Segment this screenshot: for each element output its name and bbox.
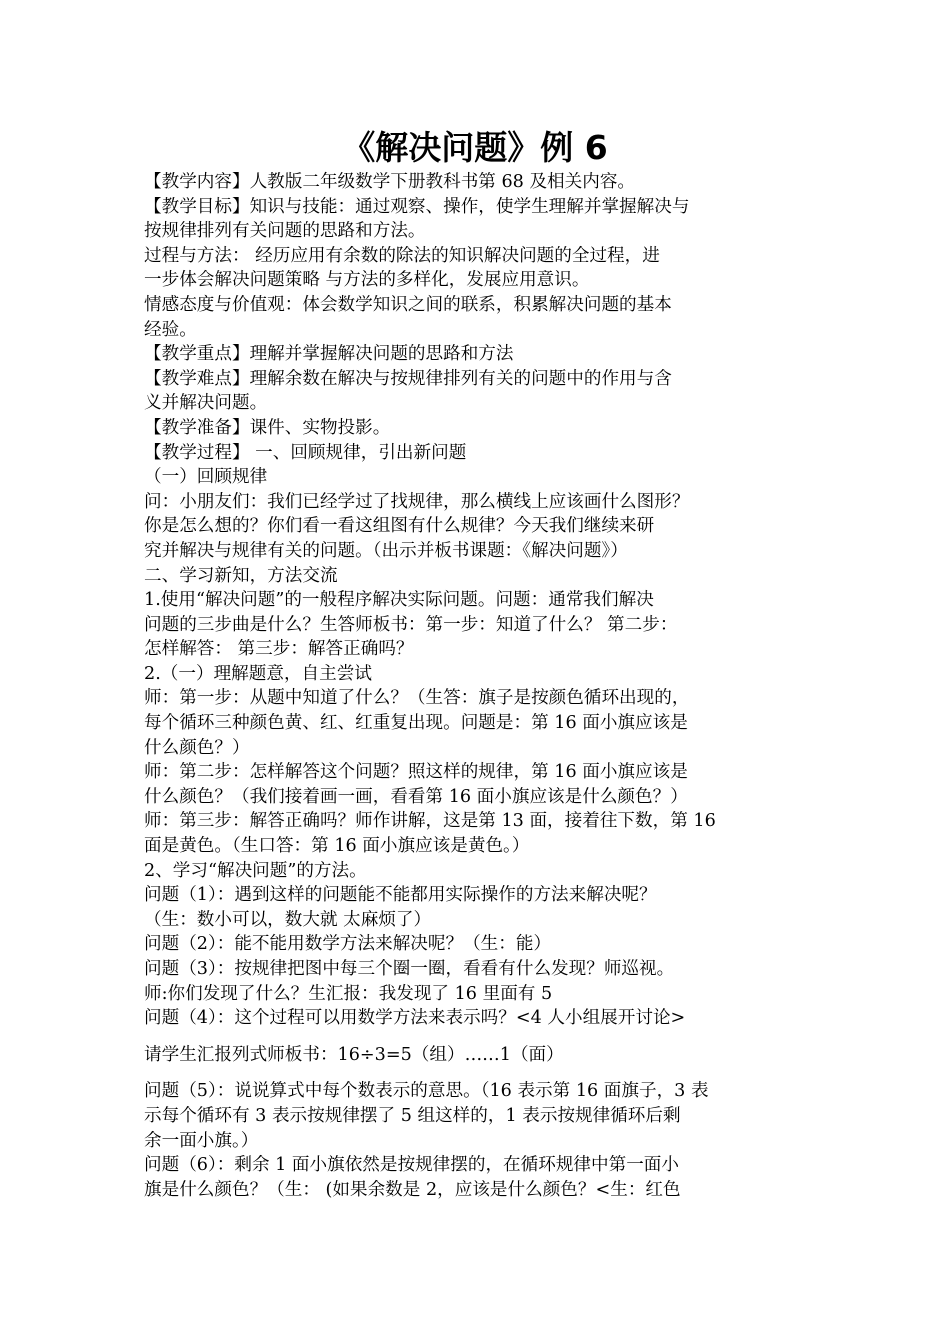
text-line: 经验。: [144, 319, 197, 340]
text-line: 问题的三步曲是什么？生答师板书：第一步：知道了什么？ 第二步：: [144, 614, 678, 635]
text-line: 师：第一步：从题中知道了什么？（生答：旗子是按颜色循环出现的，: [144, 688, 690, 709]
text-line: 问题（4）：这个过程可以用数学方法来表示吗？<4 人小组展开讨论>: [144, 1008, 686, 1029]
text-line: 义并解决问题。: [144, 393, 268, 414]
text-line: 二、学习新知，方法交流: [144, 565, 338, 586]
text-line: 旗是什么颜色？（生： (如果余数是 2，应该是什么颜色？<生：红色: [144, 1179, 681, 1200]
text-line: 问题（3）：按规律把图中每三个圈一圈，看看有什么发现？师巡视。: [144, 959, 675, 979]
text-line: 按规律排列有关问题的思路和方法。: [144, 221, 426, 242]
text-line: 【教学难点】理解余数在解决与按规律排列有关的问题中的作用与含: [144, 368, 672, 389]
document-title: 《解决问题》例 6: [342, 128, 608, 167]
text-line: 余一面小旗。）: [144, 1130, 259, 1151]
text-line: 示每个循环有 3 表示按规律摆了 5 组这样的，1 表示按规律循环后剩: [144, 1105, 681, 1126]
text-line: 师:你们发现了什么？生汇报：我发现了 16 里面有 5: [144, 983, 553, 1004]
text-line: 2、学习“解决问题”的方法。: [144, 860, 367, 881]
text-line: 请学生汇报列式师板书：16÷3=5（组）……1（面）: [144, 1044, 564, 1065]
text-line: 情感态度与价值观：体会数学知识之间的联系，积累解决问题的基本: [144, 294, 672, 315]
text-line: 【教学准备】课件、实物投影。: [144, 417, 391, 438]
text-line: 【教学重点】理解并掌握解决问题的思路和方法: [144, 344, 514, 365]
text-line: 师：第二步：怎样解答这个问题？照这样的规律，第 16 面小旗应该是: [144, 762, 688, 783]
text-line: 一步体会解决问题策略 与方法的多样化，发展应用意识。: [144, 270, 590, 291]
text-line: 怎样解答： 第三步：解答正确吗？: [144, 639, 414, 660]
text-line: 2.（一）理解题意，自主尝试: [144, 663, 372, 684]
text-line: 究并解决与规律有关的问题。（出示并板书课题：《解决问题》）: [144, 540, 628, 561]
paragraph-gap: [144, 1067, 824, 1079]
text-line: 1.使用“解决问题”的一般程序解决实际问题。问题：通常我们解决: [144, 590, 654, 611]
text-line: 过程与方法： 经历应用有余数的除法的知识解决问题的全过程，进: [144, 245, 660, 266]
text-line: 每个循环三种颜色黄、红、红重复出现。问题是：第 16 面小旗应该是: [144, 713, 688, 734]
text-line: 【教学过程】 一、回顾规律，引出新问题: [144, 442, 467, 463]
text-line: 面是黄色。（生口答：第 16 面小旗应该是黄色。）: [144, 836, 530, 857]
text-line: 你是怎么想的？你们看一看这组图有什么规律？今天我们继续来研: [144, 516, 655, 537]
text-line: 什么颜色？（我们接着画一画，看看第 16 面小旗应该是什么颜色？）: [144, 786, 688, 807]
text-line: 【教学目标】知识与技能：通过观察、操作，使学生理解并掌握解决与: [144, 196, 690, 217]
text-line: （一）回顾规律: [144, 467, 268, 488]
text-line: 问：小朋友们：我们已经学过了找规律，那么横线上应该画什么图形？: [144, 491, 690, 512]
paragraph-gap: [144, 1031, 824, 1043]
document-body: [144, 170, 824, 1202]
text-line: 问题（2）：能不能用数学方法来解决呢？（生：能）: [144, 934, 552, 955]
text-line: 问题（1）：遇到这样的问题能不能都用实际操作的方法来解决呢？: [144, 885, 657, 906]
text-line: 问题（6）：剩余 1 面小旗依然是按规律摆的，在循环规律中第一面小: [144, 1155, 679, 1176]
text-line: 什么颜色？）: [144, 737, 250, 758]
text-line: （生：数小可以，数大就 太麻烦了）: [144, 909, 432, 930]
text-line: 师：第三步：解答正确吗？师作讲解，这是第 13 面，接着往下数，第 16: [144, 811, 716, 832]
text-line: 【教学内容】人教版二年级数学下册教科书第 68 及相关内容。: [144, 172, 636, 192]
text-line: 问题（5）：说说算式中每个数表示的意思。（16 表示第 16 面旗子，3 表: [144, 1081, 709, 1102]
